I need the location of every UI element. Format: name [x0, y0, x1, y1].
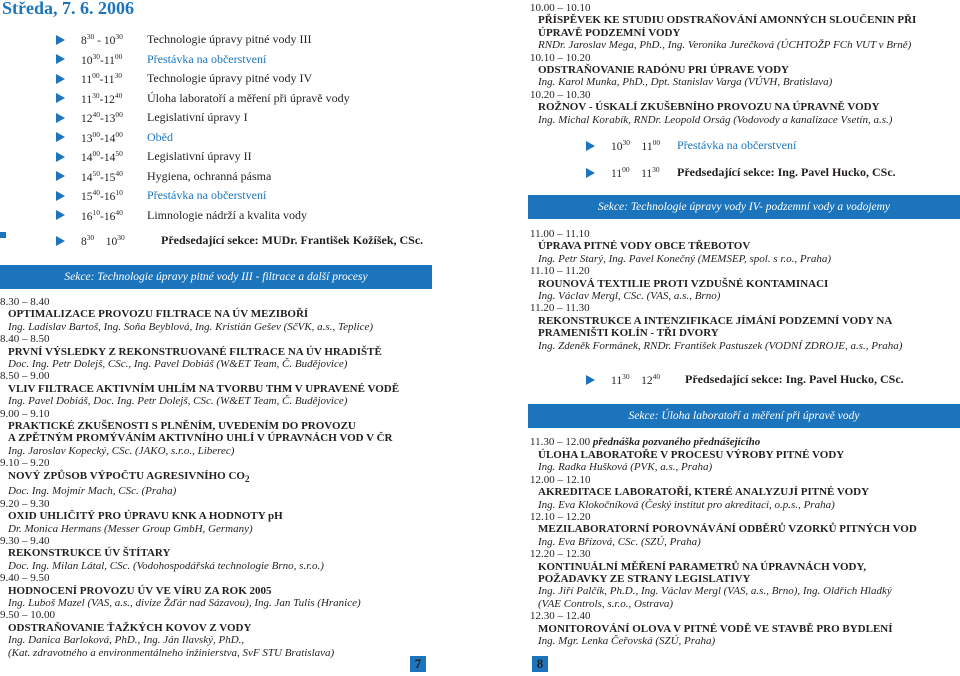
program-list-top — [530, 2, 960, 126]
talk-time: 9.40 – 9.50 — [0, 572, 50, 585]
chair-text: Předsedající sekce: Ing. Pavel Hucko, CSc. — [677, 165, 896, 179]
chair-time: $8^{30}$ $10^{30}$ — [81, 233, 125, 248]
talk-authors: Ing. Eva Klokočníková (Český institut pro akreditaci, o.p.s., Praha) — [538, 498, 835, 511]
talk-time: 12.30 – 12.40 — [530, 610, 591, 623]
talk-title: ÚPRAVA PITNÉ VODY OBCE TŘEBOTOV — [538, 240, 751, 253]
talk-title: MEZILABORATORNÍ POROVNÁVÁNÍ ODBĚRŮ VZORKŮ PITNÝCH VOD — [538, 523, 917, 536]
section-header: Sekce: Technologie úpravy pitné vody III - filtrace a další procesy — [0, 265, 432, 289]
schedule-time: $11^{30}-12^{40}$ — [81, 90, 123, 106]
schedule-time: $11^{00}-11^{30}$ — [81, 71, 122, 87]
lecture-label: přednáška pozvaného přednášejícího — [592, 436, 761, 448]
schedule-title: Přestávka na občerstvení — [147, 188, 267, 203]
talk-authors: RNDr. Jaroslav Mega, PhD., Ing. Veronika Jurečková (ÚCHTOŽP FCh VUT v Brně) — [538, 39, 912, 52]
page-number: 7 — [410, 656, 426, 672]
schedule-row — [56, 167, 350, 187]
talk-title: ROŽNOV - ÚSKALÍ ZKUŠEBNÍHO PROVOZU NA ÚPRAVNĚ VODY — [538, 101, 880, 114]
section-header-2: Sekce: Úloha laboratoří a měření při úpravě vody — [528, 404, 960, 428]
talk-title: HODNOCENÍ PROVOZU ÚV VE VÍRU ZA ROK 2005 — [8, 584, 272, 597]
schedule-row — [56, 206, 350, 226]
talk-authors: Doc. Ing. Petr Dolejš, CSc., Ing. Pavel Dobiáš (W&ET Team, Č. Budějovice) — [8, 358, 348, 371]
talk-title: NOVÝ ZPŮSOB VÝPOČTU AGRESIVNÍHO $CO_2$ — [8, 469, 250, 484]
arrow-icon — [586, 141, 595, 151]
talk-authors: Doc. Ing. Mojmír Mach, CSc. (Praha) — [8, 485, 177, 498]
arrow-icon — [56, 113, 65, 123]
schedule-list — [56, 30, 350, 225]
talk-time: 10.20 – 10.30 — [530, 88, 591, 101]
talk-authors: Dr. Monica Hermans (Messer Group GmbH, Germany) — [8, 522, 253, 535]
talk-time: 8.40 – 8.50 — [0, 333, 50, 346]
arrow-icon — [56, 171, 65, 181]
talk-time: 8.50 – 9.00 — [0, 370, 50, 383]
schedule-title: Technologie úpravy pitné vody IV — [147, 71, 313, 86]
chair-row-1 — [586, 165, 896, 180]
talk-authors: Ing. Václav Mergl, CSc. (VAS, a.s., Brno) — [538, 290, 721, 303]
arrow-icon — [586, 168, 595, 178]
arrow-icon — [56, 35, 65, 45]
talk-authors: Ing. Luboš Mazel (VAS, a.s., divize Žďár nad Sázavou), Ing. Jan Tulis (Hranice) — [8, 596, 361, 609]
talk-title: ÚLOHA LABORATOŘE V PROCESU VÝROBY PITNÉ VODY — [538, 449, 845, 461]
talk-authors: Ing. Jaroslav Kopecký, CSc. (JAKO, s.r.o., Liberec) — [8, 444, 235, 457]
talk-authors: Ing. Ladislav Bartoš, Ing. Soňa Beyblová, Ing. Kristián Gešev (SčVK, a.s., Teplice) — [8, 320, 373, 333]
talk-title: OXID UHLIČITÝ PRO ÚPRAVU KNK A HODNOTY pH — [8, 510, 283, 523]
schedule-title: Legislativní úpravy II — [147, 149, 252, 164]
schedule-time: $14^{00}-14^{50}$ — [81, 149, 123, 165]
talk-time: 11.00 – 11.10 — [530, 228, 590, 240]
schedule-time: $8^{30} - 10^{30}$ — [81, 32, 123, 48]
talk-authors: Ing. Karol Munka, PhD., Dpt. Stanislav Varga (VÚVH, Bratislava) — [538, 76, 833, 89]
talk-authors: Ing. Danica Barloková, PhD., Ing. Ján Ilavský, PhD., (Kat. zdravotného a environmentálneho inžinierstva, SvF STU Bratislava) — [8, 634, 335, 659]
talk-title: KONTINUÁLNÍ MĚŘENÍ PARAMETRŮ NA ÚPRAVNÁCH VODY, POŽADAVKY ZE STRANY LEGISLATIVY — [538, 560, 867, 586]
talk-title: OPTIMALIZACE PROVOZU FILTRACE NA ÚV MEZIBOŘÍ — [8, 308, 309, 321]
talk-time: 12.00 – 12.10 — [530, 473, 591, 486]
talk-title: REKONSTRUKCE ÚV ŠTÍTARY — [8, 547, 171, 560]
page-number: 8 — [532, 656, 548, 672]
talk-time: 12.20 – 12.30 — [530, 548, 591, 561]
schedule-title: Legislativní úpravy I — [147, 110, 248, 125]
section-header-1: Sekce: Technologie úpravy vody IV- podzemní vody a vodojemy — [528, 195, 960, 219]
talk-title: REKONSTRUKCE A INTENZIFIKACE JÍMÁNÍ PODZEMNÍ VODY NA PRAMENIŠTI KOLÍN - TŘI DVORY — [538, 314, 893, 340]
talk-title: VLIV FILTRACE AKTIVNÍM UHLÍM NA TVORBU THM V UPRAVENÉ VODĚ — [8, 382, 400, 395]
chair-time: $11^{00}$ $11^{30}$ — [611, 165, 660, 180]
break-time: $10^{30}$ $11^{00}$ — [611, 138, 661, 153]
schedule-row — [56, 128, 350, 148]
talk-title: PŘÍSPĚVEK KE STUDIU ODSTRAŇOVÁNÍ AMONNÝCH SLOUČENIN PŘI ÚPRAVĚ PODZEMNÍ VODY — [538, 14, 917, 39]
schedule-row — [56, 108, 350, 128]
program-list-mid — [530, 228, 960, 352]
schedule-title: Technologie úpravy pitné vody III — [147, 32, 312, 47]
talk-authors: Ing. Zdeněk Formánek, RNDr. František Pastuszek (VODNÍ ZDROJE, a.s., Praha) — [538, 339, 903, 352]
blue-square-marker — [0, 232, 6, 238]
schedule-title: Limnologie nádrží a kvalita vody — [147, 207, 307, 222]
schedule-row — [56, 186, 350, 206]
talk-time: 8.30 – 8.40 — [0, 296, 50, 308]
arrow-icon — [56, 152, 65, 162]
program-list — [0, 296, 432, 659]
schedule-row — [56, 147, 350, 167]
talk-title: MONITOROVÁNÍ OLOVA V PITNÉ VODĚ VE STAVBĚ PRO BYDLENÍ — [538, 622, 893, 635]
schedule-row — [56, 30, 350, 50]
arrow-icon — [56, 191, 65, 201]
talk-time: 10.10 – 10.20 — [530, 51, 591, 64]
talk-time: 9.20 – 9.30 — [0, 497, 50, 510]
chair-row-2 — [586, 372, 904, 387]
talk-title: ODSTRAŇOVANIE RADÓNU PRI ÚPRAVE VODY — [538, 64, 789, 77]
chair-text: Předsedající sekce: MUDr. František Kožíšek, CSc. — [161, 233, 424, 247]
schedule-time: $13^{00}-14^{00}$ — [81, 129, 123, 145]
talk-authors: Ing. Michal Korabík, RNDr. Leopold Orság (Vodovody a kanalizace Vsetín, a.s.) — [538, 113, 893, 126]
talk-time: 9.10 – 9.20 — [0, 457, 50, 470]
talk-time: 9.50 – 10.00 — [0, 609, 55, 622]
lecture-line — [530, 436, 960, 448]
schedule-time: $12^{40}-13^{00}$ — [81, 110, 123, 126]
talk-title: PRVNÍ VÝSLEDKY Z REKONSTRUOVANÉ FILTRACE NA ÚV HRADIŠTĚ — [8, 345, 382, 358]
schedule-title: Úloha laboratoří a měření při úpravě vody — [147, 90, 350, 105]
arrow-icon — [56, 74, 65, 84]
talk-authors: Ing. Radka Hušková (PVK, a.s., Praha) — [538, 461, 713, 474]
talk-authors: Ing. Jiří Palčík, Ph.D., Ing. Václav Mergl (VAS, a.s., Brno), Ing. Oldřich Hladký (VAE Controls, s.r.o., Ostrava) — [538, 585, 892, 610]
schedule-time: $10^{30}-11^{00}$ — [81, 51, 123, 67]
talk-title: PRAKTICKÉ ZKUŠENOSTI S PLNĚNÍM, UVEDENÍM DO PROVOZU A ZPĚTNÝM PROMÝVÁNÍM AKTIVNÍHO UHLÍ V ÚPRAVNÁCH VOD V ČR — [8, 420, 393, 445]
schedule-time: $14^{50}-15^{40}$ — [81, 168, 123, 184]
talk-title: ROUNOVÁ TEXTILIE PROTI VZDUŠNÉ KONTAMINACI — [538, 277, 829, 290]
break-row — [586, 138, 796, 153]
arrow-icon — [586, 375, 595, 385]
talk-title: AKREDITACE LABORATOŘÍ, KTERÉ ANALYZUJÍ PITNÉ VODY — [538, 486, 870, 499]
talk-time: 10.00 – 10.10 — [530, 2, 591, 14]
schedule-time: $16^{10}-16^{40}$ — [81, 207, 123, 223]
talk-time: 12.10 – 12.20 — [530, 511, 591, 524]
schedule-title: Oběd — [147, 129, 173, 144]
chair-text: Předsedající sekce: Ing. Pavel Hucko, CSc. — [685, 372, 904, 386]
arrow-icon — [56, 93, 65, 103]
schedule-row — [56, 69, 350, 89]
lecture-time: 11.30 – 12.00 — [530, 436, 591, 448]
schedule-row — [56, 89, 350, 109]
schedule-title: Hygiena, ochranná pásma — [147, 168, 272, 183]
talk-time: 9.00 – 9.10 — [0, 407, 50, 420]
break-title: Přestávka na občerstvení — [677, 138, 797, 152]
arrow-icon — [56, 236, 65, 246]
arrow-icon — [56, 210, 65, 220]
schedule-title: Přestávka na občerstvení — [147, 51, 267, 66]
talk-authors: Ing. Eva Břízová, CSc. (SZÚ, Praha) — [538, 535, 701, 548]
talk-time: 11.10 – 11.20 — [530, 265, 590, 278]
talk-authors: Doc. Ing. Milan Látal, CSc. (Vodohospodářská technologie Brno, s.r.o.) — [8, 559, 324, 572]
page-date: Středa, 7. 6. 2006 — [2, 0, 134, 18]
arrow-icon — [56, 54, 65, 64]
talk-time: 11.20 – 11.30 — [530, 302, 590, 315]
talk-authors: Ing. Petr Starý, Ing. Pavel Konečný (MEMSEP, spol. s r.o., Praha) — [538, 252, 832, 265]
chair-row — [56, 233, 423, 248]
program-list-bottom — [530, 449, 960, 648]
talk-authors: Ing. Pavel Dobiáš, Doc. Ing. Petr Dolejš, CSc. (W&ET Team, Č. Budějovice) — [8, 395, 348, 408]
talk-authors: Ing. Mgr. Lenka Čeřovská (SZÚ, Praha) — [538, 635, 716, 648]
talk-time: 9.30 – 9.40 — [0, 534, 50, 547]
chair-time: $11^{30}$ $12^{40}$ — [611, 372, 661, 387]
schedule-row — [56, 50, 350, 70]
arrow-icon — [56, 132, 65, 142]
talk-title: ODSTRAŇOVANIE ŤAŽKÝCH KOVOV Z VODY — [8, 621, 252, 634]
schedule-time: $15^{40}-16^{10}$ — [81, 188, 123, 204]
